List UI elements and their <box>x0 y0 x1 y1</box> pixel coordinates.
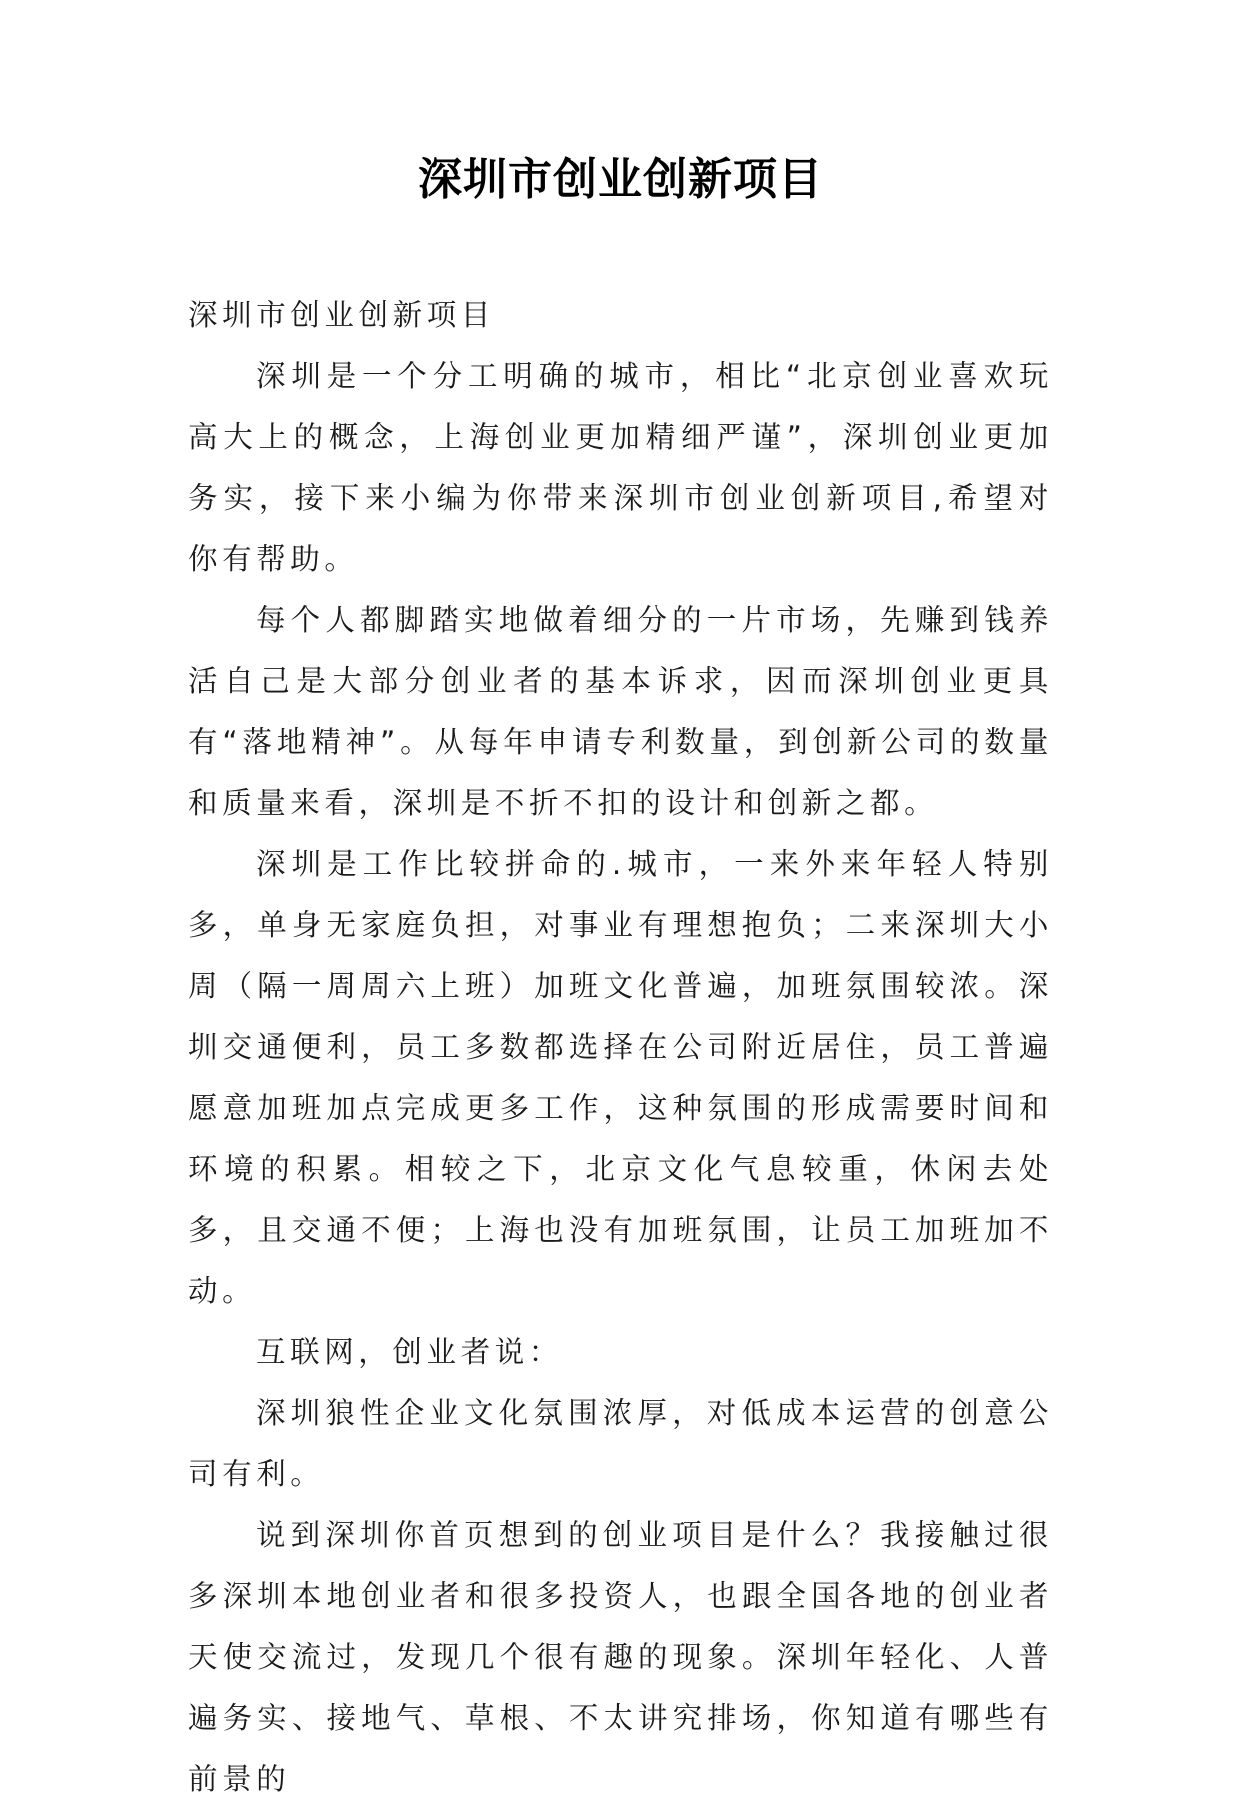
subtitle-paragraph: 深圳市创业创新项目 <box>188 298 495 332</box>
body-paragraph: 深圳狼性企业文化氛围浓厚，对低成本运营的创意公司有利。 <box>188 1396 1053 1491</box>
document-body <box>188 285 1053 1810</box>
body-paragraph: 深圳是一个分工明确的城市，相比“北京创业喜欢玩高大上的概念，上海创业更加精细严谨”，深圳创业更加务实，接下来小编为你带来深圳市创业创新项目,希望对你有帮助。 <box>188 359 1053 576</box>
body-paragraph: 深圳是工作比较拼命的.城市，一来外来年轻人特别多，单身无家庭负担，对事业有理想抱负；二来深圳大小周（隔一周周六上班）加班文化普遍，加班氛围较浓。深圳交通便利，员工多数都选择在公司附近居住，员工普遍愿意加班加点完成更多工作，这种氛围的形成需要时间和环境的积累。相较之下，北京文化气息较重，休闲去处多，且交通不便；上海也没有加班氛围，让员工加班加不动。 <box>188 847 1053 1308</box>
body-paragraph: 互联网，创业者说： <box>256 1335 563 1369</box>
body-paragraph: 每个人都脚踏实地做着细分的一片市场，先赚到钱养活自己是大部分创业者的基本诉求，因而深圳创业更具有“落地精神”。从每年申请专利数量，到创新公司的数量和质量来看，深圳是不折不扣的设计和创新之都。 <box>188 603 1053 820</box>
document-title: 深圳市创业创新项目 <box>418 154 823 205</box>
body-paragraph: 说到深圳你首页想到的创业项目是什么？我接触过很多深圳本地创业者和很多投资人，也跟全国各地的创业者天使交流过，发现几个很有趣的现象。深圳年轻化、人普遍务实、接地气、草根、不太讲究排场，你知道有哪些有前景的 <box>188 1518 1053 1796</box>
